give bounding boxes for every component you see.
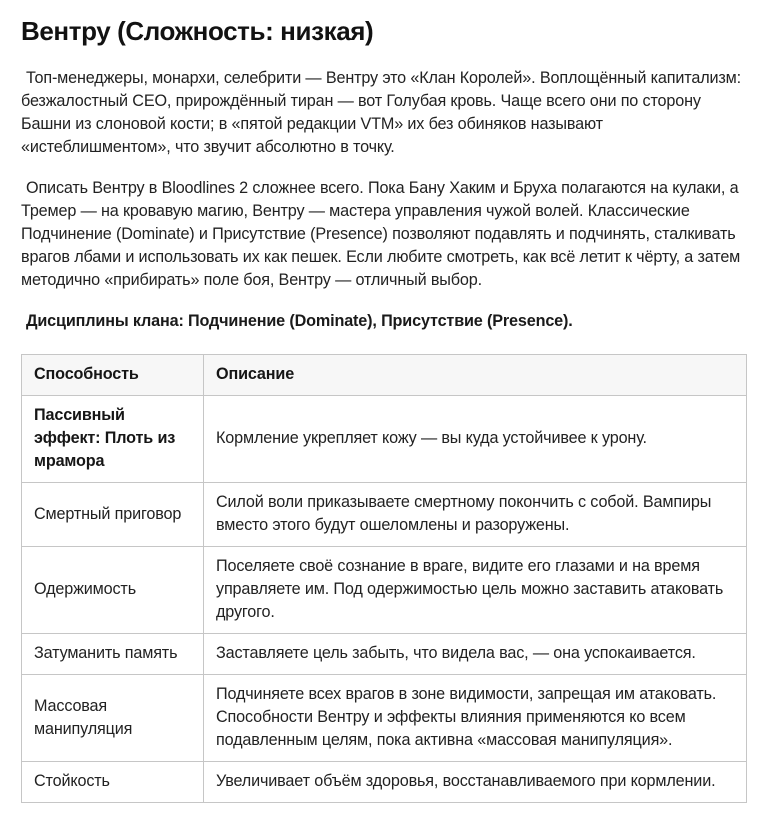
description-cell: Поселяете своё сознание в враге, видите его глазами и на время управляете им. Под одержимостью цель можно заставить атаковать другого.: [204, 547, 747, 634]
table-row-death-sentence: [22, 483, 747, 547]
description-cell: Заставляете цель забыть, что видела вас, — она успокаивается.: [204, 634, 747, 675]
table-row-cloud-memory: [22, 634, 747, 675]
table-row-passive-effect: [22, 396, 747, 483]
clan-disciplines-line: Дисциплины клана: Подчинение (Dominate), Присутствие (Presence).: [26, 312, 573, 330]
column-header-description: Описание: [204, 355, 747, 396]
description-cell: Подчиняете всех врагов в зоне видимости, запрещая им атаковать. Способности Вентру и эффекты влияния применяются ко всем подавленным целям, пока активна «массовая манипуляция».: [204, 675, 747, 762]
table-row-mass-manipulation: [22, 675, 747, 762]
ability-cell: Пассивный эффект: Плоть из мрамора: [22, 396, 204, 483]
ability-cell: Затуманить память: [22, 634, 204, 675]
table-row-fortitude: [22, 762, 747, 803]
abilities-table: [21, 354, 747, 803]
ability-cell: Одержимость: [22, 547, 204, 634]
gameplay-paragraph: Описать Вентру в Bloodlines 2 сложнее всего. Пока Бану Хаким и Бруха полагаются на кулаки, а Тремер — на кровавую магию, Вентру — мастера управления чужой волей. Классические Подчинение (Dominate) и Присутствие (Presence) позволяют подавлять и подчинять, сталкивать врагов лбами и использовать их как пешек. Если любите смотреть, как всё летит к чёрту, а затем методично «прибирать» поле боя, Вентру — отличный выбор.: [21, 179, 741, 289]
column-header-ability: Способность: [22, 355, 204, 396]
ability-cell: Массовая манипуляция: [22, 675, 204, 762]
intro-paragraph: Топ-менеджеры, монархи, селебрити — Вентру это «Клан Королей». Воплощённый капитализм: безжалостный CEO, прирождённый тиран — вот Голубая кровь. Чаще всего они по сторону Башни из слоновой кости; в «пятой редакции VTM» их без обиняков называют «истеблишментом», что звучит абсолютно в точку.: [21, 69, 741, 156]
table-row-possession: [22, 547, 747, 634]
ability-cell: Стойкость: [22, 762, 204, 803]
page-title: Вентру (Сложность: низкая): [21, 16, 374, 46]
description-cell: Силой воли приказываете смертному покончить с собой. Вампиры вместо этого будут ошеломлены и разоружены.: [204, 483, 747, 547]
description-cell: Увеличивает объём здоровья, восстанавливаемого при кормлении.: [204, 762, 747, 803]
table-header-row: [22, 355, 747, 396]
description-cell: Кормление укрепляет кожу — вы куда устойчивее к урону.: [204, 396, 747, 483]
ability-cell: Смертный приговор: [22, 483, 204, 547]
